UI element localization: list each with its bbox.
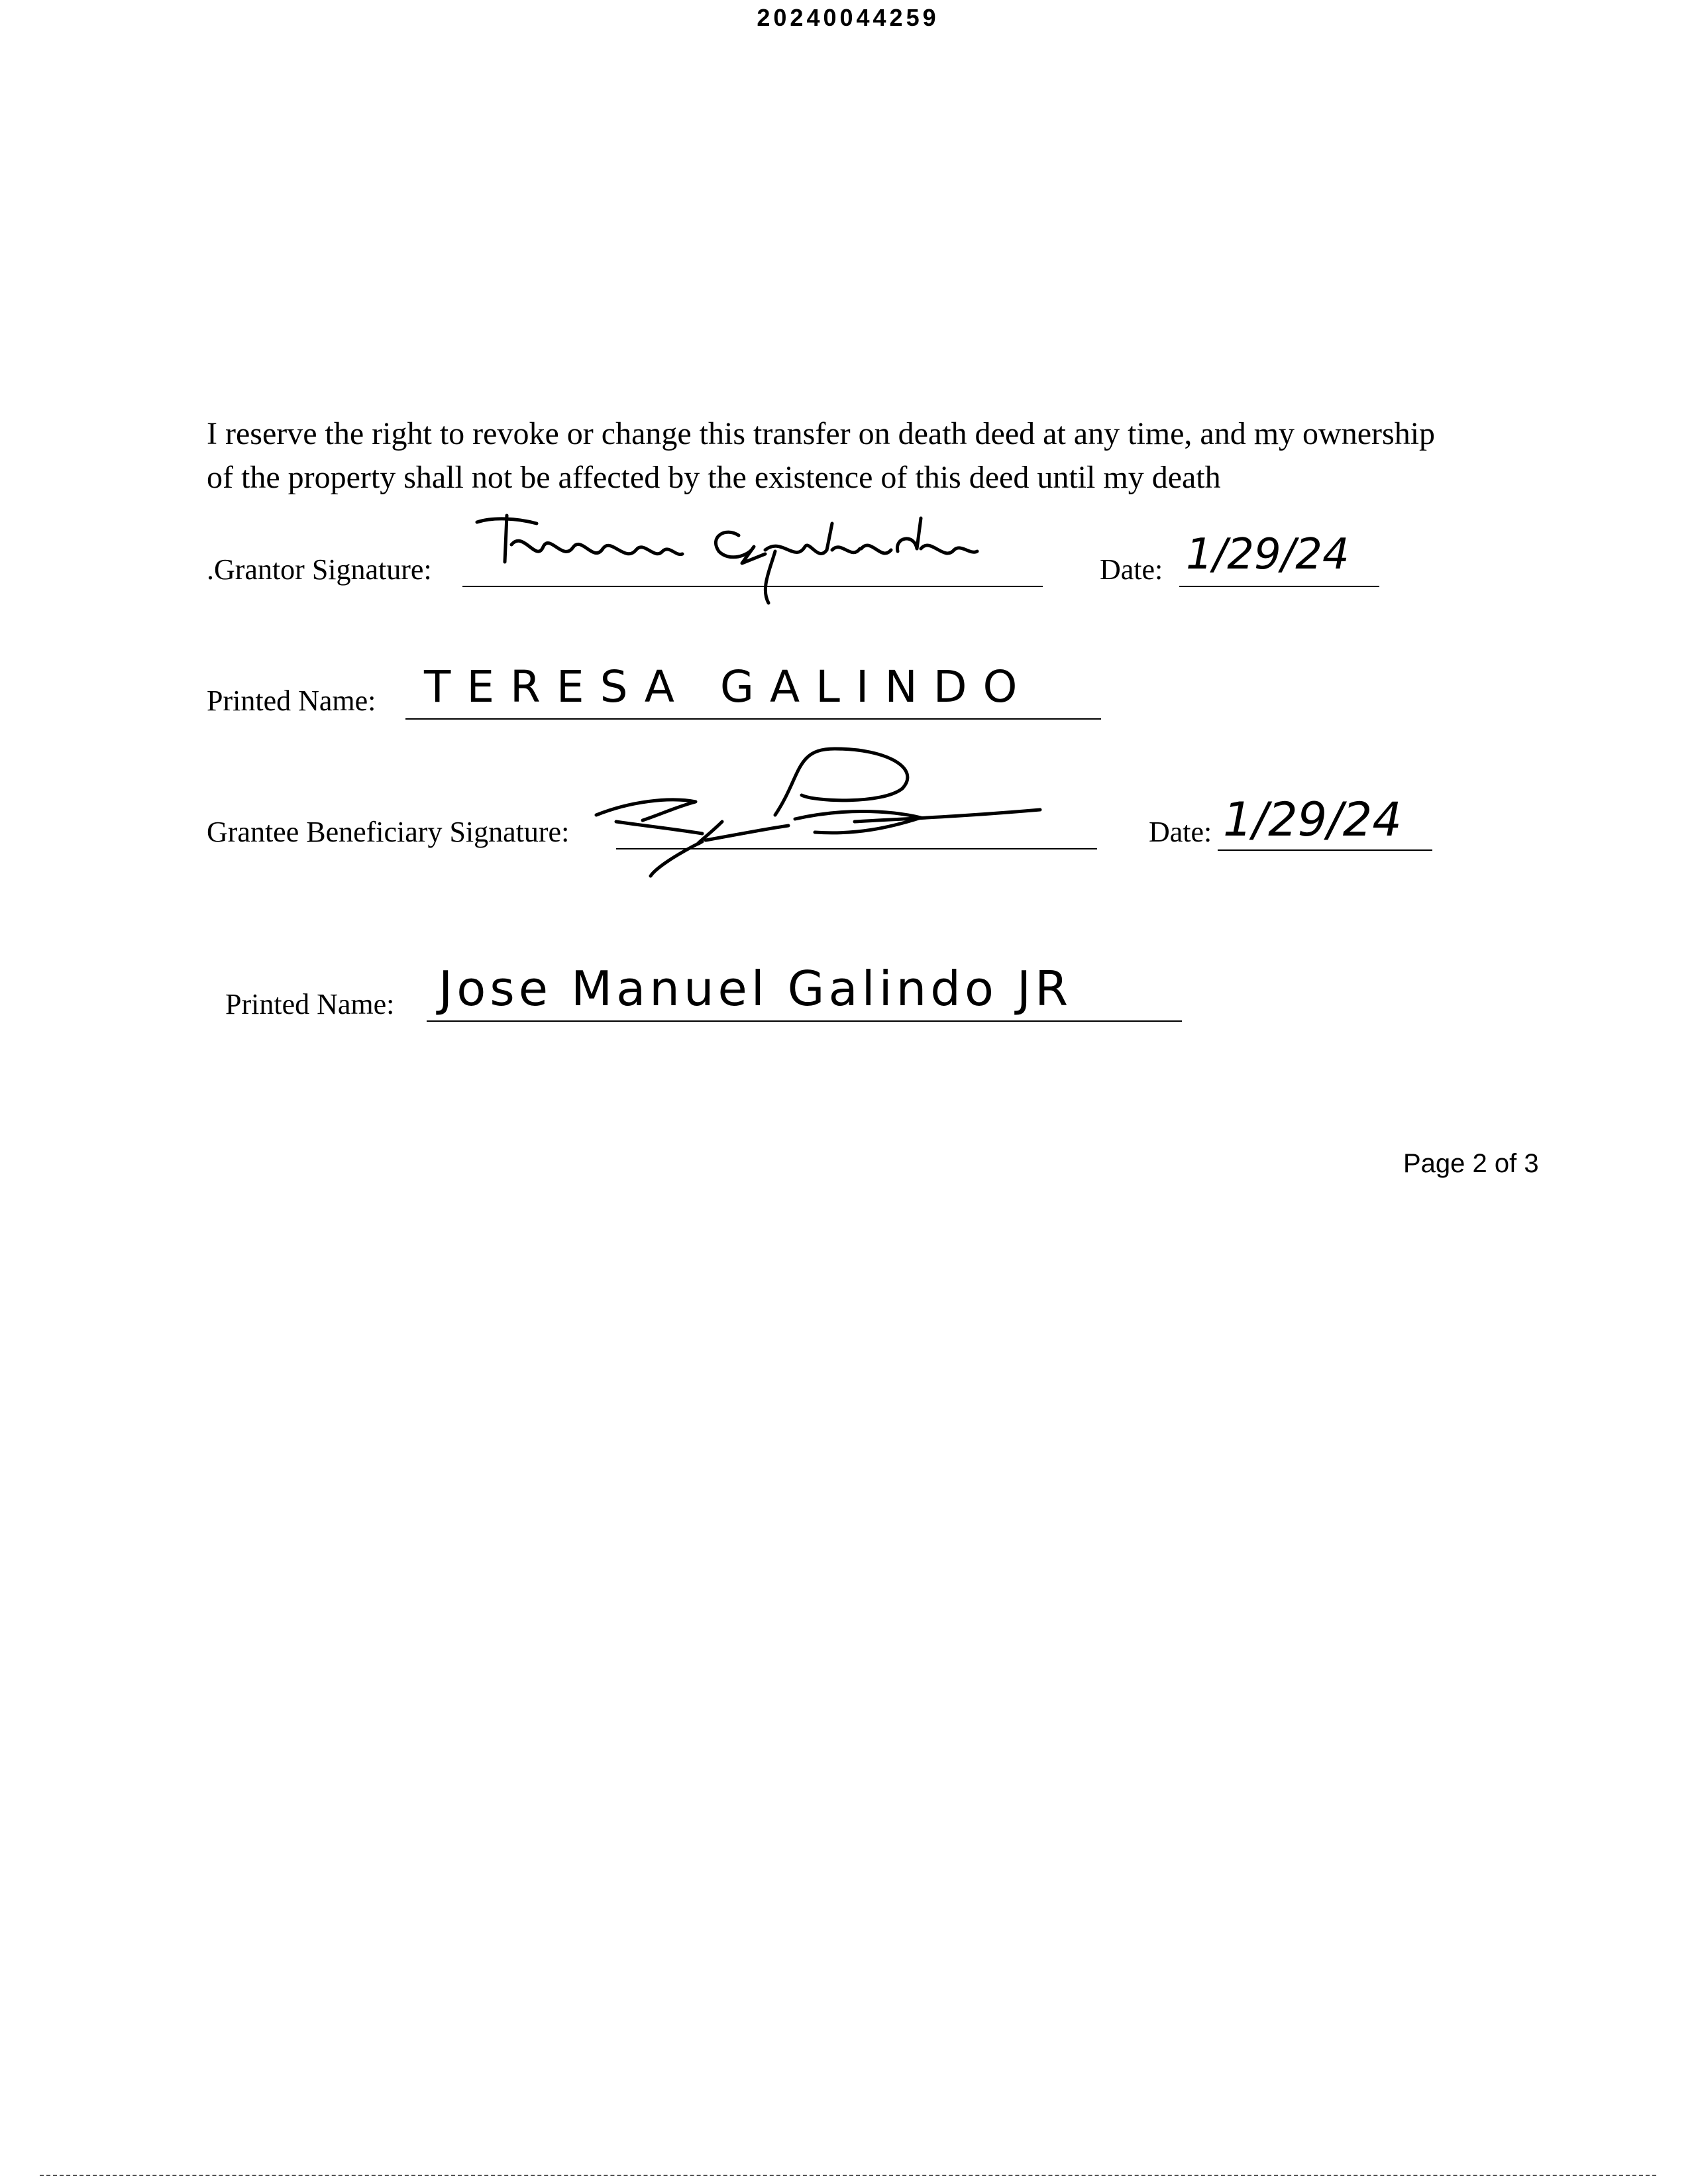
grantor-date-label: Date: — [1100, 553, 1163, 586]
page-number: Page 2 of 3 — [1403, 1149, 1539, 1178]
grantor-signature-label: .Grantor Signature: — [207, 553, 432, 586]
grantee-printed-name-line — [427, 1020, 1182, 1022]
grantee-signature-label: Grantee Beneficiary Signature: — [207, 816, 570, 848]
grantor-date-line — [1179, 586, 1379, 587]
grantor-date-value: 1/29/24 — [1186, 530, 1350, 579]
paragraph-line-2: of the property shall not be affected by the existence of this deed until my death — [207, 460, 1221, 495]
revocation-paragraph — [207, 412, 1525, 500]
scan-footer-rule — [40, 2175, 1656, 2176]
grantee-handwritten-signature — [576, 736, 1053, 881]
grantor-handwritten-signature — [464, 510, 1047, 616]
grantee-date-line — [1218, 849, 1432, 851]
document-recording-number: 20240044259 — [757, 4, 939, 31]
grantee-date-label: Date: — [1149, 816, 1212, 848]
grantor-printed-name-value: TERESA GALINDO — [424, 661, 1034, 712]
grantor-printed-name-label: Printed Name: — [207, 684, 376, 717]
grantee-printed-name-value: Jose Manuel Galindo JR — [439, 961, 1073, 1016]
grantee-date-value: 1/29/24 — [1223, 792, 1402, 847]
grantor-printed-name-line — [405, 718, 1101, 720]
grantee-printed-name-label: Printed Name: — [225, 988, 395, 1020]
paragraph-line-1: I reserve the right to revoke or change this transfer on death deed at any time, and my ownership — [207, 416, 1436, 451]
